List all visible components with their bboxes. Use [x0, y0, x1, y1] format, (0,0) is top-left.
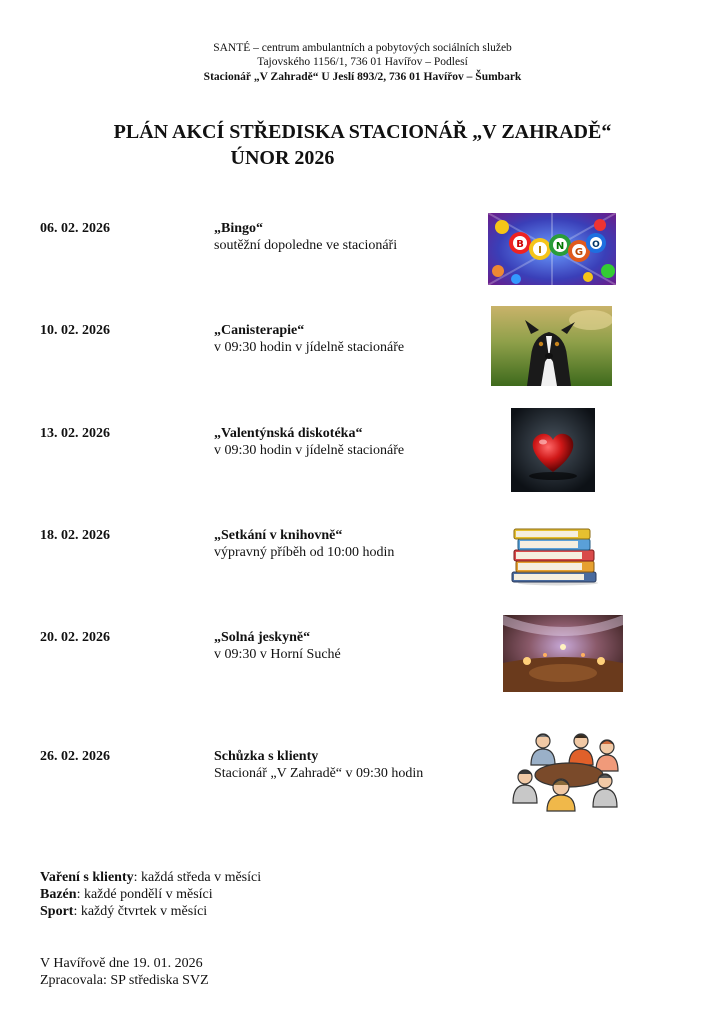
dog-image	[491, 306, 612, 386]
meeting-people-image	[511, 729, 625, 812]
event-title: „Setkání v knihovně“	[214, 528, 343, 543]
recurring-label: Vaření s klienty	[40, 870, 134, 885]
org-address: Tajovského 1156/1, 736 01 Havířov – Podlesí	[257, 56, 468, 68]
event-date: 26. 02. 2026	[40, 749, 110, 764]
recurring-sport	[40, 903, 207, 920]
salt-cave-image	[503, 615, 623, 692]
bingo-balls-image	[488, 213, 616, 285]
heart-image	[511, 408, 595, 492]
place-and-date: V Havířově dne 19. 01. 2026	[40, 956, 203, 971]
event-title: „Canisterapie“	[214, 323, 305, 338]
event-description: výpravný příběh od 10:00 hodin	[214, 545, 395, 560]
event-title: „Solná jeskyně“	[214, 630, 311, 645]
event-date: 10. 02. 2026	[40, 323, 110, 338]
event-title: Schůzka s klienty	[214, 749, 319, 764]
event-description: v 09:30 v Horní Suché	[214, 647, 341, 662]
svg-text:G: G	[574, 247, 584, 258]
page-subtitle-month: ÚNOR 2026	[230, 147, 335, 169]
recurring-pool	[40, 886, 213, 903]
svg-text:N: N	[555, 241, 565, 252]
recurring-cooking	[40, 869, 261, 886]
event-title: „Bingo“	[214, 221, 264, 236]
event-date: 06. 02. 2026	[40, 221, 110, 236]
recurring-value: : každý čtvrtek v měsíci	[73, 904, 208, 919]
prepared-by: Zpracovala: SP střediska SVZ	[40, 973, 209, 988]
event-date: 13. 02. 2026	[40, 426, 110, 441]
event-description: v 09:30 hodin v jídelně stacionáře	[214, 340, 405, 355]
recurring-label: Sport	[40, 904, 74, 919]
event-date: 20. 02. 2026	[40, 630, 110, 645]
event-description: soutěžní dopoledne ve stacionáři	[214, 238, 398, 253]
books-image	[508, 526, 602, 586]
event-description: v 09:30 hodin v jídelně stacionáře	[214, 443, 405, 458]
recurring-value: : každé pondělí v měsíci	[76, 887, 213, 902]
svg-text:O: O	[592, 240, 600, 250]
event-title: „Valentýnská diskotéka“	[214, 426, 363, 441]
svg-text:B: B	[516, 239, 524, 250]
svg-text:I: I	[538, 245, 542, 256]
org-name: SANTÉ – centrum ambulantních a pobytových sociálních služeb	[213, 42, 512, 54]
event-description: Stacionář „V Zahradě“ v 09:30 hodin	[214, 766, 424, 781]
event-date: 18. 02. 2026	[40, 528, 110, 543]
page-title: PLÁN AKCÍ STŘEDISKA STACIONÁŘ „V ZAHRADĚ“	[113, 121, 612, 143]
facility-address: Stacionář „V Zahradě“ U Jeslí 893/2, 736 01 Havířov – Šumbark	[203, 71, 522, 83]
recurring-label: Bazén	[40, 887, 77, 902]
recurring-value: : každá středa v měsíci	[133, 870, 262, 885]
